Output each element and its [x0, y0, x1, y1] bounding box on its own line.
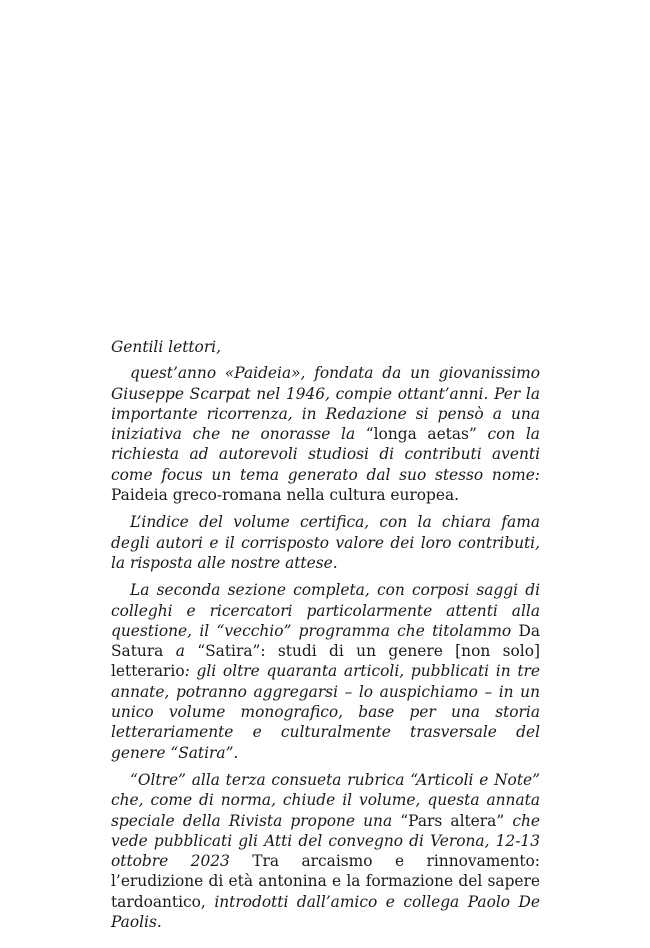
salutation: Gentili lettori, [111, 338, 221, 356]
text-run: Paideia greco-romana nella cultura europea. [111, 486, 460, 505]
text-run: La seconda sezione completa, con corposi saggi di colleghi e ricercatori particolarmente attenti alla questione, il “vecchio” programma che titolammo [111, 581, 540, 640]
letter-body [111, 337, 540, 932]
text-run: L’indice del volume certifica, con la chiara fama degli autori e il corrisposto valore dei loro contributi, la risposta alle nostre attese. [111, 513, 540, 572]
paragraph-index [111, 512, 540, 573]
text-run: “Satira”: studi di un genere [non solo] letterario [111, 642, 540, 681]
text-run: Tra arcaismo e rinnovamento: l’erudizione di età antonina e la formazione del sapere tardoantico, [111, 852, 540, 911]
paragraph-third-section [111, 770, 540, 932]
text-run: “Oltre” alla terza consueta rubrica “Articoli e Note” che, come di norma, chiude il volume, questa annata speciale della Rivista propone una [111, 770, 540, 830]
text-run: che vede pubblicati gli Atti del convegno di Verona, 12-13 ottobre 2023 [111, 811, 540, 871]
paragraph-second-section [111, 580, 540, 763]
text-run: “longa aetas” [365, 425, 477, 444]
text-run: “Pars altera” [400, 811, 505, 830]
text-run: Da Satura [111, 621, 540, 661]
text-run: a [163, 642, 198, 661]
text-run: : gli oltre quaranta articoli, pubblicati in tre annate, potranno aggregarsi – lo auspichiamo – in un unico volume monografico, base per una storia letterariamente e culturalmente trasversale del genere “Satira”. [111, 662, 540, 762]
text-run: con la richiesta ad autorevoli studiosi di contributi aventi come focus un tema generato dal suo stesso nome: [111, 425, 540, 484]
text-run: introdotti dall’amico e collega Paolo De Paolis. [111, 892, 540, 932]
paragraph-anniversary [111, 363, 540, 505]
text-run: quest’anno «Paideia», fondata da un giovanissimo Giuseppe Scarpat nel 1946, compie ottant’anni. Per la importante ricorrenza, in Redazione si pensò a una iniziativa che ne onorasse la [111, 364, 540, 444]
